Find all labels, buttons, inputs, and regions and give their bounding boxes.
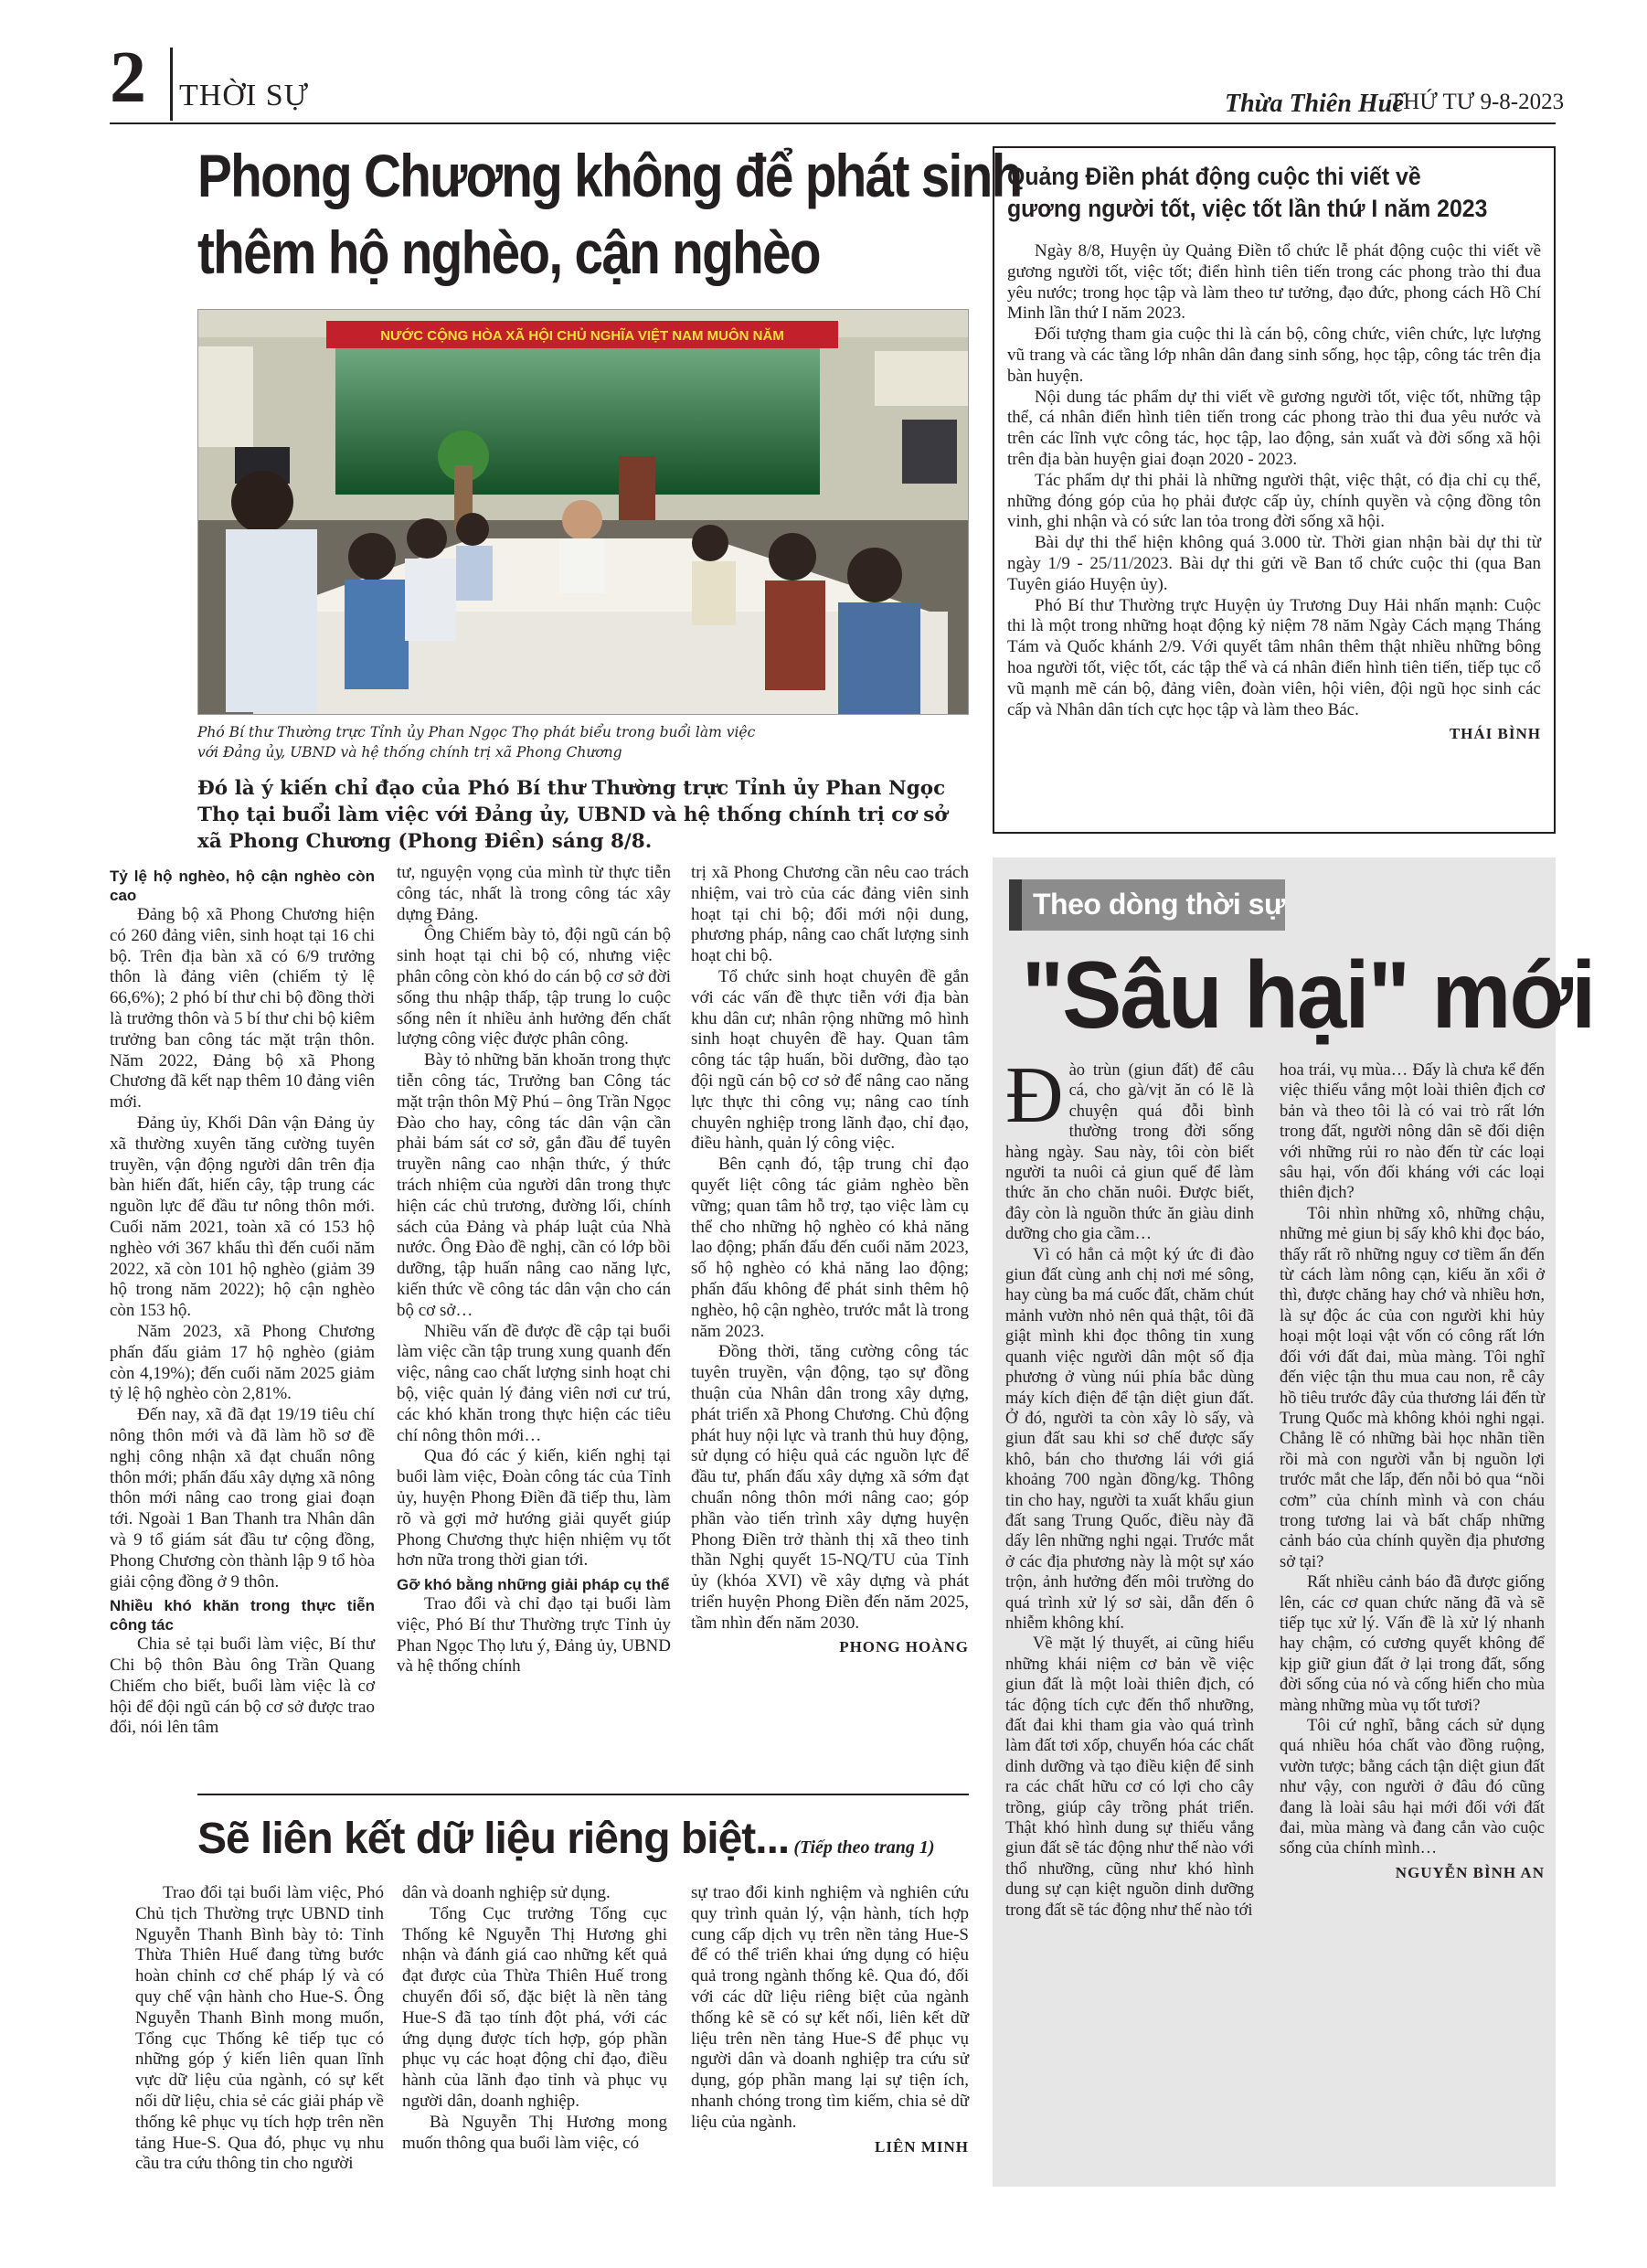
main-article-column-1 — [110, 863, 375, 1739]
paragraph: trị xã Phong Chương cần nêu cao trách nhiệm, vai trò của các đảng viên sinh hoạt tại chi bộ; đổi mới nội dung, phương pháp, nâng cao chất lượng sinh hoạt chi bộ. — [691, 863, 969, 966]
main-article-column-2 — [397, 863, 671, 1677]
paragraph: Đồng thời, tăng cường công tác tuyên truyền, vận động, tạo sự đồng thuận của Nhân dân trong xây dựng, phát triển xã Phong Chương. Chủ động phát huy nội lực và tranh thủ huy động, sử dụng có hiệu quả các nguồn lực để đầu tư, phấn đấu xây dựng xã sớm đạt chuẩn nông thôn mới nâng cao; góp phần vào tiến trình xây dựng huyện Phong Điền trở thành thị xã theo tinh thần Nghị quyết 15-NQ/TU của Tỉnh ủy (khóa XVI) về xây dựng và phát triển huyện Phong Điền đến năm 2025, tầm nhìn đến năm 2030. — [691, 1342, 969, 1633]
drop-cap: Đ — [1005, 1051, 1064, 1140]
opinion-column-2 — [1280, 1060, 1545, 1883]
subheading: Nhiều khó khăn trong thực tiễn công tác — [110, 1597, 375, 1634]
paragraph: Đảng bộ xã Phong Chương hiện có 260 đảng viên, sinh hoạt tại 16 chi bộ. Trên địa bàn xã có 6/9 trưởng thôn là đảng viên (chiếm tỷ lệ 66,6%); 2 phó bí thư chi bộ đồng thời là trưởng thôn và 5 bí thư chi bộ kiêm trưởng ban công tác mặt trận thôn. Năm 2022, Đảng bộ xã Phong Chương đã kết nạp thêm 10 đảng viên mới. — [110, 905, 375, 1113]
bottom-column-2 — [402, 1883, 667, 2154]
page-number: 2 — [110, 37, 146, 118]
paragraph: Tôi cứ nghĩ, bằng cách sử dụng quá nhiều hóa chất vào đồng ruộng, vườn tược; bằng cách tận diệt giun đất như vậy, con người ở đâu đó cũng đang là loài sâu hại mới đối với đất đai, mùa màng và đang cắn vào cuộc sống của chính mình… — [1280, 1717, 1545, 1858]
subheading: Gỡ khó bằng những giải pháp cụ thể — [397, 1576, 670, 1594]
paragraph: tư, nguyện vọng của mình từ thực tiễn công tác, nhất là trong công tác xây dựng Đảng. — [397, 863, 671, 924]
section-name: THỜI SỰ — [179, 79, 309, 112]
paragraph: Bên cạnh đó, tập trung chỉ đạo quyết liệt công tác giảm nghèo bền vững; quan tâm hỗ trợ, tạo việc làm cụ thể cho những hộ nghèo có khả năng lao động; phấn đấu đến cuối năm 2023, số hộ nghèo có khả năng lao động; phấn đấu không để phát sinh thêm hộ nghèo, hộ cận nghèo, trước mắt là trong năm 2023. — [691, 1155, 969, 1341]
opinion-column-1 — [1005, 1051, 1254, 1921]
main-article-column-3 — [691, 863, 969, 1658]
column-tag-accent — [1009, 879, 1022, 931]
paragraph: Trao đổi và chỉ đạo tại buổi làm việc, Phó Bí thư Thường trực Tỉnh ủy Phan Ngọc Thọ lưu ý, Đảng ủy, UBND và hệ thống chính — [397, 1594, 671, 1677]
subheading: Tỷ lệ hộ nghèo, hộ cận nghèo còn cao — [110, 868, 375, 904]
byline: PHONG HOÀNG — [839, 1638, 969, 1656]
paragraph: dân và doanh nghiệp sử dụng. — [402, 1883, 611, 1902]
paragraph: Tôi nhìn những xô, những chậu, những mẻ giun bị sấy khô khi đọc báo, thấy rất rõ những nguy cơ tiềm ẩn đến từ cách làm nông cạn, kiếu ăn xổi ở thì, được chăng hay chớ và nhiều hơn, là sự độc ác của con người khi hủy hoại một loại vật vốn có công rất lớn đối với đất đai, mùa màng. Tôi nghĩ đến việc tận thu mua cau non, rễ cây hồ tiêu trước đây của thương lái đến từ Trung Quốc mà không khỏi nghi ngại. Chẳng lẽ có những bài học nhãn tiền rồi mà con người vẫn bị nguồn lợi trước mắt che lấp, đến nỗi bỏ qua “nồi cơm” của chính mình và con cháu trong tương lai và bất chấp những cảnh báo của chính quyền địa phương sở tại? — [1280, 1204, 1545, 1571]
paragraph: Vì có hẳn cả một ký ức đi đào giun đất cùng anh chị nơi mé sông, hay cùng ba má cuốc đất, chăm chút mảnh vườn nhỏ nên quả thật, tôi đã giật mình khi đọc thông tin xung quanh việc người dân một số địa phương ở vùng núi phía bắc dùng máy kích điện để tận diệt giun đất. Ở đó, người ta còn xây lò sấy, và giun đất sau khi sơ chế được sấy khô, bán cho thương lái với giá khoảng 700 ngàn đồng/kg. Thông tin cho hay, người ta xuất khẩu giun đất sang Trung Quốc, điều này đã dấy lên những nghi ngại. Trước mắt ở các địa phương này là một sự xáo trộn, ảnh hưởng đến môi trường do quá trình xử lý sơ sài, dẫn đến ô nhiễm không khí. — [1005, 1245, 1254, 1633]
main-headline — [197, 137, 1022, 291]
paragraph: Đến nay, xã đã đạt 19/19 tiêu chí nông thôn mới và đã làm hồ sơ đề nghị công nhận xã đạt chuẩn nông thôn mới; phấn đấu xây dựng xã nông thôn mới nâng cao trong giai đoạn tới. Ngoài 1 Ban Thanh tra Nhân dân và 9 tổ giám sát đầu tư cộng đồng, Phong Chương còn thành lập 9 tổ hòa giải cộng đồng ở 9 thôn. — [110, 1405, 375, 1592]
bottom-column-1 — [135, 1883, 384, 2175]
bottom-column-3 — [691, 1883, 969, 2157]
paragraph: Về mặt lý thuyết, ai cũng hiểu những khái niệm cơ bản về việc giun đất là một loài thiên địch, có tác động tích cực đến thổ nhưỡng, đất đai khi tham gia vào quá trình làm đất tơi xốp, chuyển hóa các chất dinh dưỡng và tạo điều kiện để sinh ra các chất hữu cơ có lợi cho cây trồng, giúp cây trồng phát triển. Thật khó hình dung sự thiếu vắng giun đất sẽ tác động như thế nào với thổ nhưỡng, cũng như khó hình dung sự cạn kiệt nguồn dinh dưỡng trong đất sẽ tác động như thế nào tới — [1005, 1634, 1254, 1920]
paragraph: Nội dung tác phẩm dự thi viết về gương người tốt, việc tốt, những tập thể, cá nhân điển hình tiên tiến trong các phong trào thi đua yêu nước và trên các lĩnh vực công tác, học tập, lao động, sản xuất và đời sống xã hội trên địa bàn huyện giai đoạn 2020 - 2023. — [1007, 387, 1541, 469]
photo-caption-line2: với Đảng ủy, UBND và hệ thống chính trị xã Phong Chương — [197, 744, 622, 761]
bottom-headline — [197, 1810, 974, 1869]
paragraph: Tổ chức sinh hoạt chuyên đề gắn với các vấn đề thực tiễn với địa bàn khu dân cư; nhân rộng những mô hình sinh hoạt chuyên đề hay. Quan tâm công tác tập huấn, bồi dưỡng, đào tạo đội ngũ cán bộ cơ sở để nâng cao năng lực thực thi công vụ; nâng cao tính chuyên nghiệp trong lãnh đạo, chỉ đạo, điều hành, quản lý công việc. — [691, 966, 969, 1154]
column-tag-label: Theo dòng thời sự — [1033, 888, 1285, 921]
photo-banner-text: NƯỚC CỘNG HÒA XÃ HỘI CHỦ NGHĨA VIỆT NAM MUÔN NĂM — [380, 328, 784, 344]
continued-note: (Tiếp theo trang 1) — [793, 1837, 935, 1858]
paragraph: Rất nhiều cảnh báo đã được giống lên, các cơ quan chức năng đã và sẽ tiếp tục xử lý. Vấn đề là xử lý nhanh hay chậm, có cương quyết không để kịp giữ giun đất ở lại trong đất, sống đời sống của nó và cống hiến cho mùa màng những mùa vụ tốt tươi? — [1280, 1573, 1545, 1715]
opinion-headline: "Sâu hại" mới — [1021, 942, 1595, 1049]
box-headline-line1: Quảng Điền phát động cuộc thi viết về — [1007, 163, 1421, 190]
paragraph: sự trao đổi kinh nghiệm và nghiên cứu quy trình quản lý, vận hành, tích hợp cung cấp dịch vụ trên nền tảng Hue-S để có thể triển khai ứng dụng có hiệu quả trong ngành thống kê. Qua đó, đối với các dữ liệu riêng biệt của ngành thống kê sẽ có sự kết nối, liên kết dữ liệu trên nền tảng Hue-S để phục vụ người dân và doanh nghiệp tra cứu sử dụng, góp phần mang lại sự tiện ích, nhanh chóng trong tìm kiếm, chia sẻ dữ liệu của ngành. — [691, 1883, 969, 2132]
main-headline-line2: thêm hộ nghèo, cận nghèo — [197, 218, 820, 286]
paragraph: Qua đó các ý kiến, kiến nghị tại buổi làm việc, Đoàn công tác của Tỉnh ủy, huyện Phong Điền đã tiếp thu, làm rõ và gợi mở hướng giải quyết giúp Phong Chương thực hiện nhiệm vụ tốt hơn nữa trong thời gian tới. — [397, 1446, 671, 1571]
byline: THÁI BÌNH — [1449, 725, 1541, 743]
meeting-photo-illustration — [198, 310, 969, 715]
byline: LIÊN MINH — [875, 2137, 969, 2156]
paragraph: Năm 2023, xã Phong Chương phấn đấu giảm 17 hộ nghèo (giảm còn 4,19%); đến cuối năm 2025 giảm tỷ lệ hộ nghèo còn 2,81%. — [110, 1321, 375, 1404]
main-headline-line1: Phong Chương không để phát sinh — [197, 142, 1022, 209]
header-divider — [170, 48, 173, 121]
paragraph: Tổng Cục trưởng Tổng cục Thống kê Nguyễn Thị Hương ghi nhận và đánh giá cao những kết quả đạt được của Thừa Thiên Huế trong chuyển đổi số, đặc biệt là nền tảng Hue-S đã tạo tính đột phá, với các ứng dụng được tích hợp, góp phần phục vụ các hoạt động chỉ đạo, điều hành của lãnh đạo tỉnh và phục vụ người dân, doanh nghiệp. — [402, 1903, 667, 2111]
paragraph: Bày tỏ những băn khoăn trong thực tiễn công tác, Trưởng ban Công tác mặt trận thôn Mỹ Phú – ông Trần Ngọc Đào cho hay, công tác dân vận cần phải bám sát cơ sở, gắn đầu để tuyên truyền nâng cao nhận thức, ý thức trách nhiệm của người dân trong thực hiện các chủ trương, đường lối, chính sách của Đảng và pháp luật của Nhà nước. Ông Đào đề nghị, cần có lớp bồi dưỡng, tập huấn nâng cao năng lực, kiến thức về công tác dân vận cho cán bộ cơ sở… — [397, 1050, 671, 1320]
lead-paragraph: Đó là ý kiến chỉ đạo của Phó Bí thư Thường trực Tỉnh ủy Phan Ngọc Thọ tại buổi làm việc với Đảng ủy, UBND và hệ thống chính trị cơ sở xã Phong Chương (Phong Điền) sáng 8/8. — [197, 777, 948, 853]
article-divider — [197, 1794, 969, 1795]
paragraph: Nhiều vấn đề được đề cập tại buổi làm việc cần tập trung xung quanh đến việc, nâng cao chất lượng sinh hoạt chi bộ, việc quản lý đảng viên nơi cư trú, các khó khăn trong thực hiện các tiêu chí nông thôn mới… — [397, 1321, 671, 1445]
paragraph: Bà Nguyễn Thị Hương mong muốn thông qua buổi làm việc, có — [402, 2112, 667, 2153]
meeting-photo — [197, 309, 969, 715]
box-article-body — [1007, 241, 1541, 745]
paragraph: Bài dự thi thể hiện không quá 3.000 từ. Thời gian nhận bài dự thi từ ngày 1/9 - 25/11/2023. Bài dự thi gửi về Ban tổ chức cuộc thi (qua Ban Tuyên giáo Huyện ủy). — [1007, 533, 1541, 594]
paragraph: hoa trái, vụ mùa… Đấy là chưa kể đến việc thiếu vắng một loài thiên địch cơ bản và theo tôi là có vai trò rất lớn trong đất, người nông dân sẽ đối diện với những rủi ro nào đến từ các loại sâu hại, vốn đối kháng với các loại thiên địch? — [1280, 1061, 1545, 1203]
photo-caption-line1: Phó Bí thư Thường trực Tỉnh ủy Phan Ngọc Thọ phát biểu trong buổi làm việc — [197, 724, 756, 740]
box-headline-line2: gương người tốt, việc tốt lần thứ I năm 2023 — [1007, 195, 1488, 222]
paragraph: Phó Bí thư Thường trực Huyện ủy Trương Duy Hải nhấn mạnh: Cuộc thi là một trong những hoạt động kỷ niệm 78 năm Ngày Cách mạng Tháng Tám và Quốc khánh 2/9. Với quyết tâm nhân thêm thật nhiều những bông hoa người tốt, việc tốt, các tập thể và cá nhân điển hình tiên tiến, tiếp tục cổ vũ mạnh mẽ cán bộ, đảng viên, đoàn viên, hội viên, đội ngũ học sinh các cấp và Nhân dân tích cực học tập và làm theo Bác. — [1007, 595, 1541, 719]
paragraph: Ông Chiếm bày tỏ, đội ngũ cán bộ sinh hoạt tại chi bộ có, nhưng việc phân công còn khó do cán bộ cơ sở đời sống thu nhập thấp, tập trung lo cuộc sống nên ít nhiều ảnh hưởng đến chất lượng công việc được phân công. — [397, 925, 671, 1049]
byline: NGUYỄN BÌNH AN — [1395, 1863, 1545, 1881]
photo-caption — [197, 722, 837, 762]
newspaper-name: Thừa Thiên Huế — [1225, 90, 1404, 118]
header-rule — [110, 122, 1556, 124]
paragraph: Trao đổi tại buổi làm việc, Phó Chủ tịch Thường trực UBND tỉnh Nguyễn Thanh Bình bày tỏ: Tỉnh Thừa Thiên Huế đang từng bước hoàn chỉnh cơ chế pháp lý và có quy chế vận hành cho Hue-S. Ông Nguyễn Thanh Bình mong muốn, Tổng cục Thống kê tiếp tục có những góp ý kiến liên quan lĩnh vực dữ liệu của ngành, có sự kết nối dữ liệu, chia sẻ các giải pháp về thống kê phục vụ tích hợp trên nền tảng Hue-S. Qua đó, phục vụ nhu cầu tra cứu thông tin cho người — [135, 1883, 384, 2174]
paragraph: Ngày 8/8, Huyện ủy Quảng Điền tổ chức lễ phát động cuộc thi viết về gương người tốt, việc tốt; điển hình tiên tiến trong các phong trào thi đua yêu nước; trong học tập và làm theo tư tưởng, đạo đức, phong cách Hồ Chí Minh lần thứ I năm 2023. — [1007, 241, 1541, 324]
paragraph: ào trùn (giun đất) để câu cá, cho gà/vịt ăn có lẽ là chuyện quá đỗi bình thường trong đời sống hàng ngày. Sau này, tôi còn biết người ta nuôi cả giun quế để làm thức ăn cho chăn nuôi. Được biết, đây còn là nguồn thức ăn giàu dinh dưỡng cho gia cầm… — [1005, 1061, 1254, 1244]
paragraph: Tác phẩm dự thi phải là những người thật, việc thật, có địa chỉ cụ thể, những đóng góp của họ phải được cấp ủy, chính quyền và cộng đồng tôn vinh, ghi nhận và có sức lan tỏa trong đời sống xã hội. — [1007, 470, 1541, 532]
issue-date: THỨ TƯ 9-8-2023 — [1389, 90, 1565, 114]
box-headline — [1007, 161, 1498, 225]
paragraph: Chia sẻ tại buổi làm việc, Bí thư Chi bộ thôn Bàu ông Trần Quang Chiếm cho biết, buổi làm việc là cơ hội để đội ngũ cán bộ cơ sở được trao đổi, nói lên tâm — [110, 1634, 375, 1738]
bottom-headline-text: Sẽ liên kết dữ liệu riêng biệt... — [197, 1815, 790, 1863]
paragraph: Đối tượng tham gia cuộc thi là cán bộ, công chức, viên chức, lực lượng vũ trang và các tầng lớp nhân dân đang sinh sống, học tập, công tác trên địa bàn huyện. — [1007, 325, 1541, 386]
paragraph: Đảng ủy, Khối Dân vận Đảng ủy xã thường xuyên tăng cường tuyên truyền, vận động người dân trên địa bàn hiến đất, hiến cây, tập trung các nguồn lực để đầu tư nông thôn mới. Cuối năm 2021, toàn xã có 153 hộ nghèo với 367 khẩu thì đến cuối năm 2022, xã còn 101 hộ nghèo (giảm 39 hộ trong năm 2022); hộ cận nghèo còn 153 hộ. — [110, 1113, 375, 1321]
